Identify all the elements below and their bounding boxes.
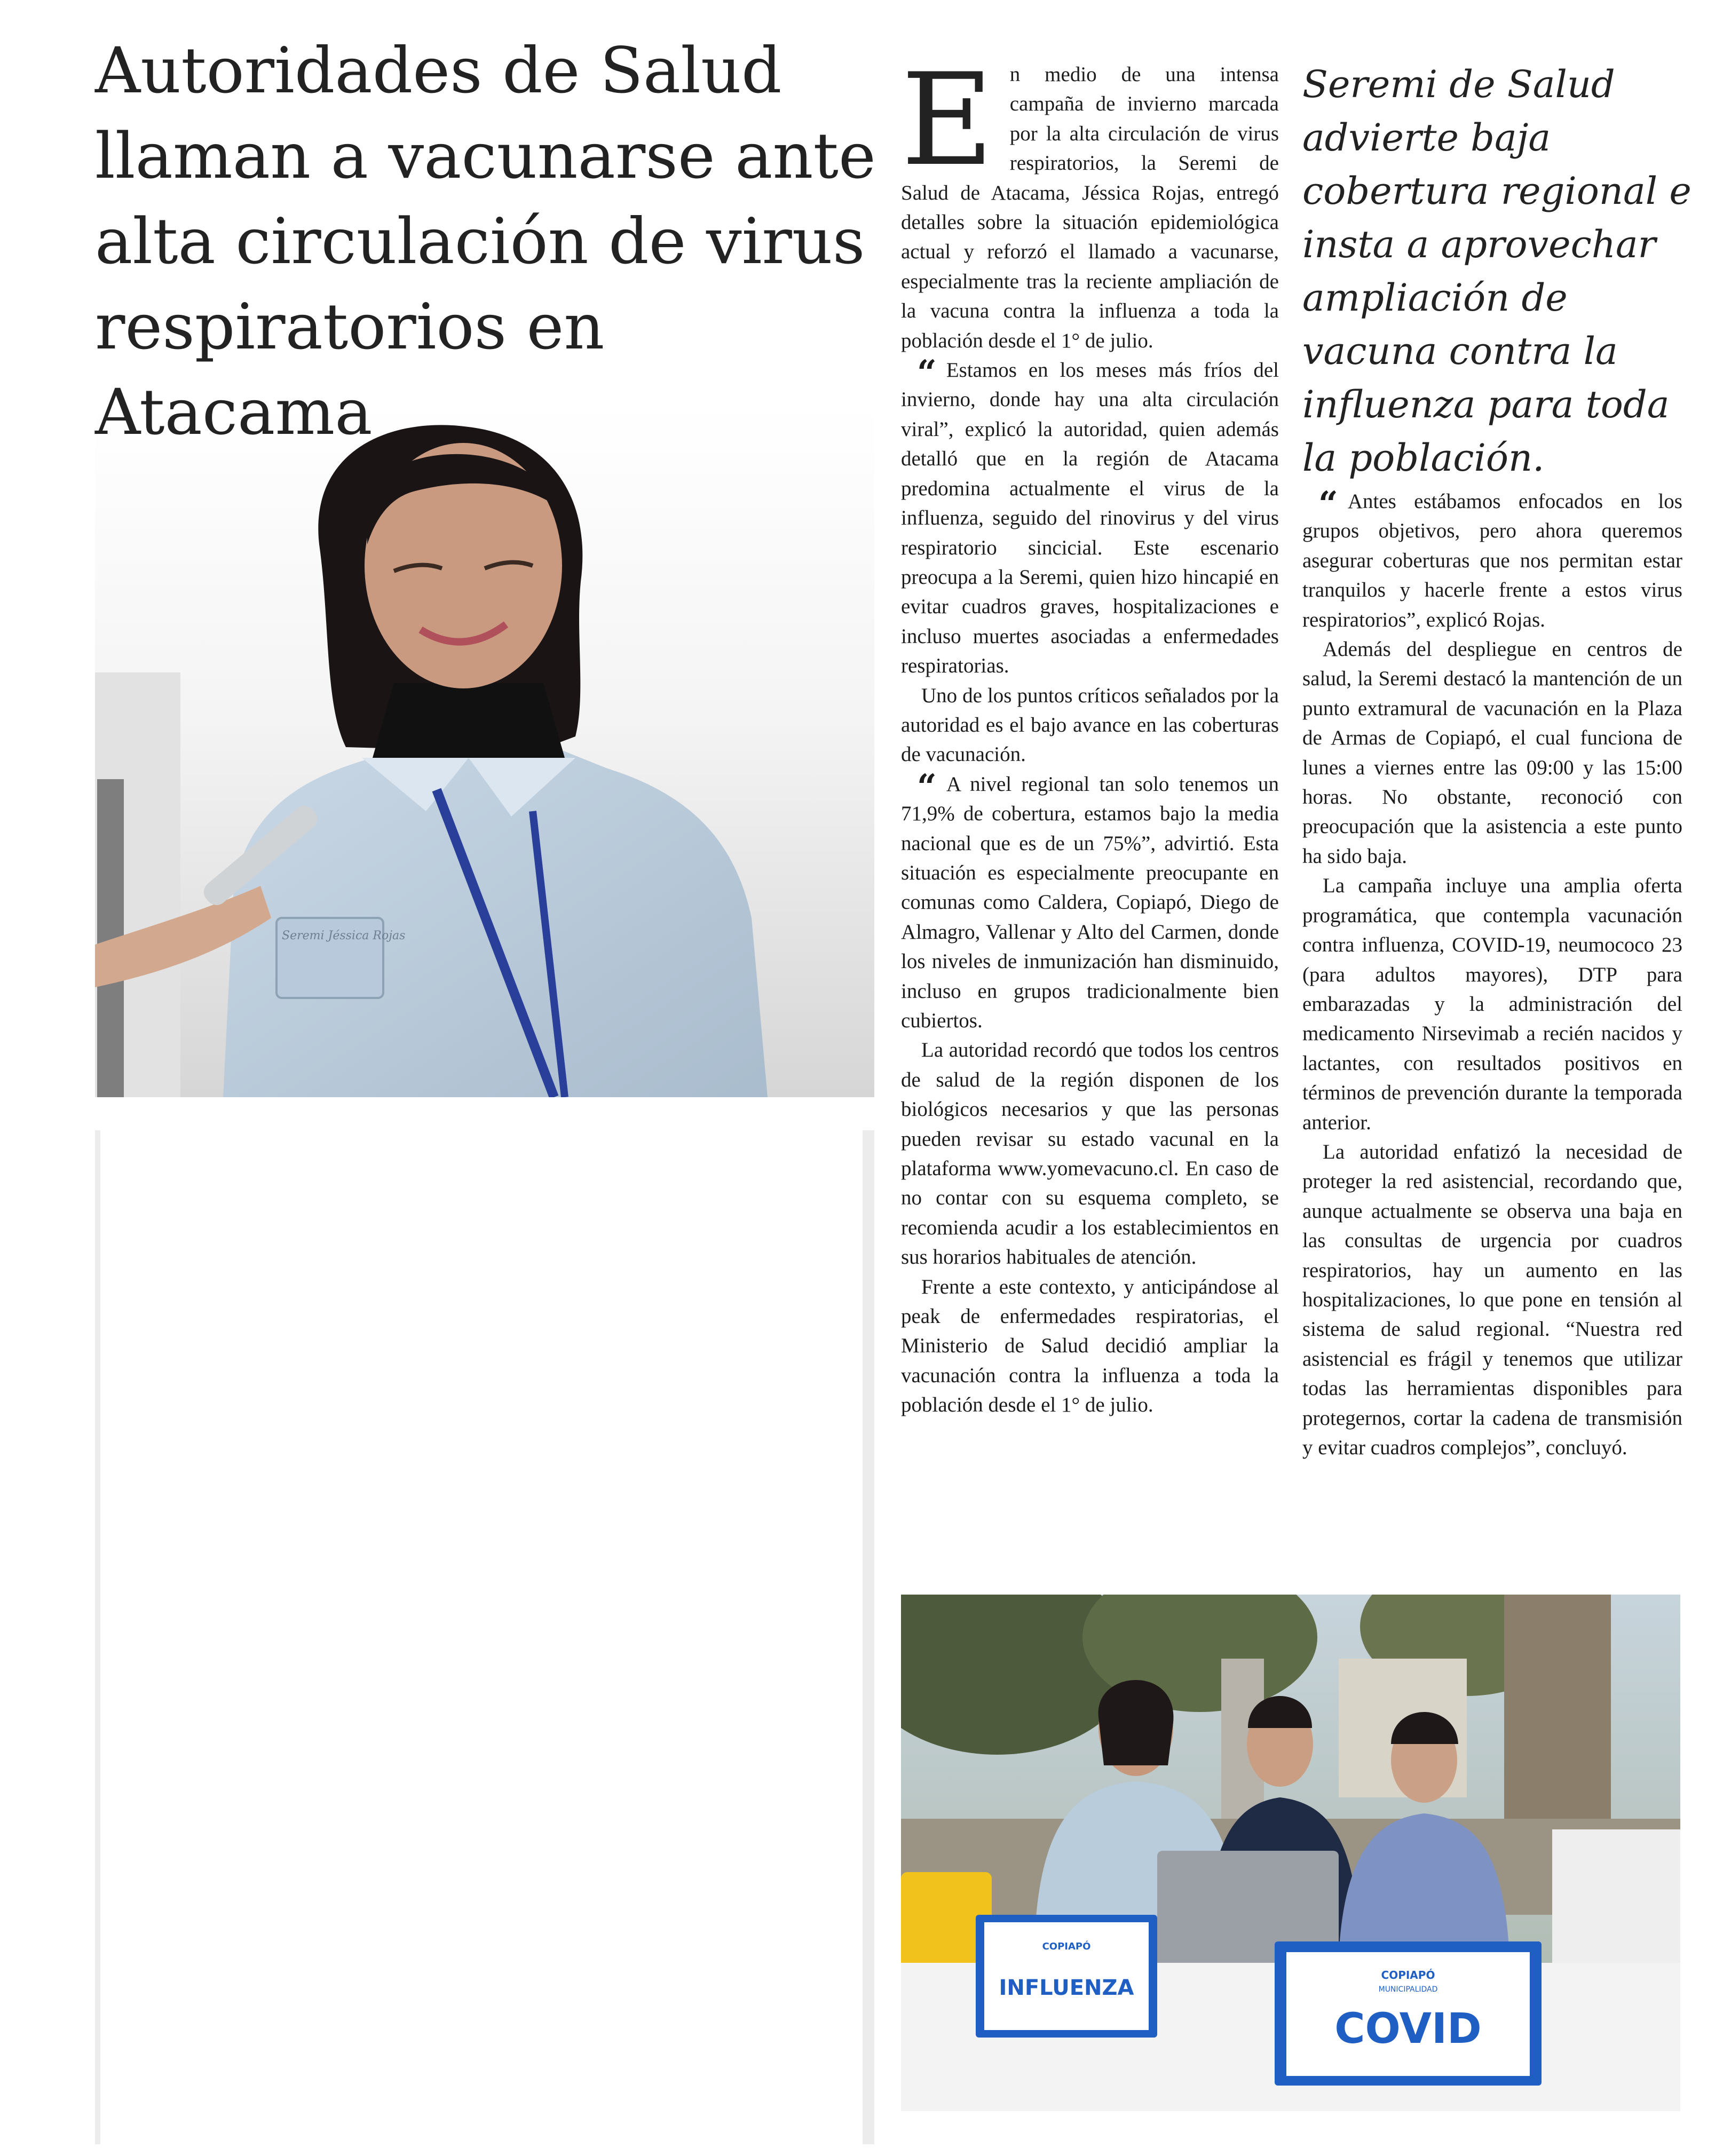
covid-sign [1275,1941,1542,2086]
sign-covid-label: COVID [1334,2005,1482,2053]
sign-brand-sub: MUNICIPALIDAD [1378,1985,1438,1994]
paragraph: n medio de una intensa campaña de invierno marcada por la alta circulación de virus respiratorios, la Seremi de Salud de Atacama, Jéssica Rojas, entregó detalles sobre la situación epidemiológica actual y reforzó el llamado a vacunarse, especialmente tras la reciente ampliación de la vacuna contra la influenza a toda la población desde el 1° de julio. [901,63,1279,352]
drop-cap: E [901,46,994,194]
paragraph: La campaña incluye una amplia oferta programática, que contempla vacunación contra influenza, COVID-19, neumococo 23 (para adultos mayores), DTP para embarazadas y la administración del medicamento Nirsevimab a recién nacidos y lactantes, con resultados positivos en términos de prevención durante la temporada anterior. [1302,874,1682,1134]
quote-paragraph [901,766,1279,1036]
article-headline: Autoridades de Salud llaman a vacunarse ante alta circulación de virus respiratorios en Atacama [95,34,876,449]
paragraph: Uno de los puntos críticos señalados por la autoridad es el bajo avance en las coberturas de vacunación. [901,684,1279,766]
influenza-sign [976,1915,1157,2038]
quote-mark-icon: “ [917,353,937,393]
sign-influenza-label: INFLUENZA [999,1976,1134,2000]
sign-brand: COPIAPÓ [1381,1969,1435,1981]
quote-mark-icon: “ [1318,484,1338,524]
vaccination-stand-photo [901,1595,1680,2111]
quote-text: Antes estábamos enfocados en los grupos objetivos, pero ahora queremos asegurar coberturas que nos permitan estar tranquilos y hacerle frente a estos virus respiratorios”, explicó Rojas. [1302,490,1682,631]
portrait-photo [95,406,874,1097]
paragraph: La autoridad recordó que todos los centros de salud de la región disponen de los biológicos necesarios y que las personas pueden revisar su estado vacunal en la plataforma www.yomevacuno.cl. En caso de no contar con su esquema completo, se recomienda acudir a los establecimientos en sus horarios habituales de atención. [901,1039,1279,1269]
article-column-2 [1302,484,1682,1462]
quote-paragraph [901,355,1279,680]
quote-paragraph [1302,484,1682,635]
article-deck: Seremi de Salud advierte baja cobertura regional e insta a aprovechar ampliación de vacuna contra la influenza para toda la población. [1302,62,1692,480]
article-column-1 [901,46,1279,1420]
paragraph: Frente a este contexto, y anticipándose al peak de enfermedades respiratorias, el Ministerio de Salud decidió ampliar la vacunación contra la influenza a toda la población desde el 1° de julio. [901,1275,1279,1417]
paragraph: Además del despliegue en centros de salud, la Seremi destacó la mantención de un punto extramural de vacunación en la Plaza de Armas de Copiapó, el cual funciona de lunes a viernes entre las 09:00 y las 15:00 horas. No obstante, reconoció con preocupación que la asistencia a este punto ha sido baja. [1302,638,1682,868]
quote-text: Estamos en los meses más fríos del invierno, donde hay una alta circulación viral”, explicó la autoridad, quien además detalló que en la región de Atacama predomina actualmente el virus de la influenza, seguido del rinovirus y del virus respiratorio sincicial. Este escenario preocupa a la Seremi, quien hizo hincapié en evitar cuadros graves, hospitalizaciones e incluso muertes asociadas a enfermedades respiratorias. [901,359,1279,678]
blank-panel [95,1130,874,2144]
paragraph: La autoridad enfatizó la necesidad de proteger la red asistencial, recordando que, aunque actualmente se observa una baja en las consultas de urgencia por cuadros respiratorios, hay un aumento en las hospitalizaciones, lo que pone en tensión al sistema de salud regional. “Nuestra red asistencial es frágil y tenemos que utilizar todas las herramientas disponibles para protegernos, cortar la cadena de transmisión y evitar cuadros complejos”, concluyó. [1302,1140,1682,1459]
quote-text: A nivel regional tan solo tenemos un 71,9% de cobertura, estamos bajo la media nacional que es de un 75%”, advirtió. Esta situación es especialmente preocupante en comunas como Caldera, Copiapó, Diego de Almagro, Vallenar y Alto del Carmen, donde los niveles de inmunización han disminuido, incluso en grupos tradicionalmente bien cubiertos. [901,772,1279,1032]
shirt-embroidery: Seremi Jéssica Rojas [282,929,406,942]
sign-brand: COPIAPÓ [1042,1941,1091,1952]
quote-mark-icon: “ [917,766,937,807]
